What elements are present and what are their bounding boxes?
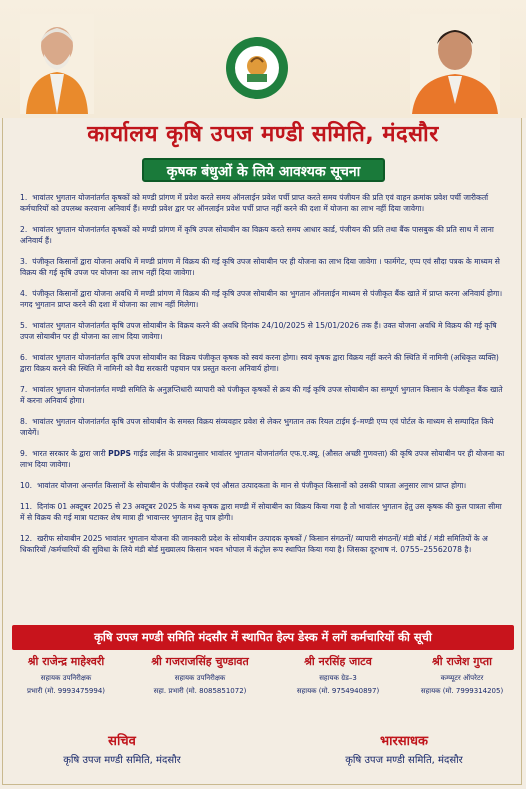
staff-role: सहायक उपनिरीक्षक [174, 674, 226, 682]
list-item: 6. भावांतर भुगतान योजनांतर्गत कृषि उपज सोयाबीन का विक्रय पंजीकृत कृषक को स्वयं करना होगा। स्वयं कृषक द्वारा विक्रय नहीं करने की स्थिति में नामिनी (अधिकृत व्यक्ति) द्वारा विक्रय करने की स्थिति में नामिनी को वैद्य सरकारी पहचान पत्र प्रस्तुत करना अनिवार्य होगा। [20, 353, 499, 374]
list-item: 12. खरीफ सोयाबीन 2025 भावांतर भुगतान योजना की जानकारी प्रदेश के सोयाबीन उत्पादक कृषकों / किसान संगठनों/ व्यापारी संगठनों/ मंडी बोर्ड / मंडी समितियों के अ धिकारियों /कर्मचारियों की सुविधा के लिये मंडी बोर्ड मुख्यालय किसान भवन भोपाल में कंट्रोल रूप स्थापित किया गया है। जिसका दूरभाष नं. 0755–25562078 है। [20, 533, 488, 554]
staff-name: श्री राजेन्द्र माहेश्वरी [27, 655, 105, 668]
list-item: 8. भावांतर भुगतान योजनांतर्गत कृषि उपज सोयाबीन के समस्त विक्रय संव्यवहार प्रवेश से लेकर भुगतान तक रियल टाईम ई–मण्डी एप्प एवं पोर्टल के माध्यम से सम्पादित किये जायेगें। [20, 417, 494, 438]
staff-phone: सहायक (मो. 7999314205) [420, 687, 504, 695]
signature-title: सचिव [108, 734, 136, 749]
office-title: कार्यालय कृषि उपज मण्डी समिति, मंदसौर [87, 122, 439, 147]
staff-role: सहायक उपनिरीक्षक [40, 674, 92, 682]
staff-card [402, 654, 522, 696]
notice-points-list [20, 192, 508, 565]
staff-role: कम्प्यूटर ऑपरेटर [440, 674, 484, 682]
staff-name: श्री नरसिंह जाटव [304, 655, 372, 668]
list-item: 5. भावांतर भुगतान योजनांतर्गत कृषि उपज सोयाबीन के विक्रय करने की अवधि दिनांक 24/10/2025 से 15/01/2026 तक हैं। उक्त योजना अवधि मे विक्रय की गई कृषि उपज सोयाबीन पर ही योजना का लाभ दिया जावेगा। [20, 321, 497, 342]
staff-card [132, 654, 268, 696]
mandi-board-emblem-icon [225, 36, 289, 100]
list-item: 9. भारत सरकार के द्वारा जारी PDPS गाईड लाईस के प्रावधानुसार भावांतर भुगतान योजनांतर्गत एफ.ए.क्यू. (औसत अच्छी गुणवत्ता) की कृषि उपज सोयाबीन पर ही योजना का लाभ दिया जावेगा। [20, 449, 505, 470]
person-portrait-icon [20, 14, 94, 114]
signature-secretary [22, 733, 222, 768]
notice-banner: कृषक बंधुओं के लिये आवश्यक सूचना [142, 158, 385, 182]
list-item: 3. पंजीकृत किसानों द्वारा योजना अवधि में मण्डी प्रांगण में विक्रय की गई कृषि उपज सोयाबीन पर ही योजना का लाभ दिया जावेगा । फार्मगेट, एप्प एवं सौदा पत्रक के माध्यम से विक्रय की गई कृषि उपज पर योजना का लाभ नहीं दिया जावेगा। [20, 257, 500, 278]
staff-role: सहायक ग्रेड–3 [319, 674, 357, 682]
list-item: 10. भावांतर योजना अन्तर्गत किसानों के सोयाबीन के पंजीकृत रकबे एवं औसत उत्पादकता के मान से पंजीकृत किसानों को उसकी पात्रता अनुसार लाभ प्राप्त होगा। [20, 481, 467, 490]
list-item: 4. पंजीकृत किसानों द्वारा योजना अवधि में मण्डी प्रांगण में विक्रय की गई कृषि उपज सोयाबीन का भुगतान ऑनलाईन माध्यम से पंजीकृत बैंक खाते में प्राप्त करना अनिवार्य होगा। नगद भुगतान प्राप्त करने की दशा में योजना का लाभ नहीं मिलेगा। [20, 289, 503, 310]
staff-name: श्री गजराजसिंह चुण्डावत [151, 655, 249, 668]
staff-card [6, 654, 126, 696]
staff-name: श्री राजेश गुप्ता [432, 655, 492, 668]
staff-phone: सहायक (मो. 9754940897) [296, 687, 380, 695]
signature-org: कृषि उपज मण्डी समिति, मंदसौर [345, 755, 463, 766]
helpdesk-banner: कृषि उपज मण्डी समिति मंदसौर में स्थापित हेल्प डेस्क में लगें कर्मचारियों की सूची [12, 625, 514, 650]
signature-incharge [304, 733, 504, 768]
list-item: 11. दिनांक 01 अक्टूबर 2025 से 23 अक्टूबर 2025 के मध्य कृषक द्वारा मण्डी में सोयाबीन का विक्रय किया गया है तो भावांतर भुगतान हेतु उस कृषक की कुल पात्रता सीमा में से विक्रय की गई मात्रा घटाकर शेष मात्रा ही भावान्तर भुगतान हेतु पात्र होगी। [20, 501, 502, 522]
list-item: 1. भावांतर भुगतान योजनांतर्गत कृषकों को मण्डी प्रांगण में प्रवेश करते समय ऑनलाईन प्रवेश पर्ची प्राप्त करते समय पंजीयन की प्रति एवं वाहन क्रमांक प्रवेश पर्ची जारीकर्ता कर्मचारियों को उपलब्ध करवाना अनिवार्य हैं। मण्डी प्रवेश द्वार पर ऑनलाईन प्रवेश पर्ची प्राप्त नहीं करने की दशा में योजना का लाभ नहीं दिया जावेगा। [20, 193, 489, 214]
staff-card [278, 654, 398, 696]
staff-phone: प्रभारी (मो. 9993475994) [26, 687, 106, 695]
list-item: 7. भावांतर भुगतान योजनांतर्गत मण्डी समिति के अनुज्ञप्तिधारी व्यापारी को पंजीकृत कृषकों से क्रय की गई कृषि उपज सोयाबीन का सम्पूर्ण भुगतान किसान के पंजीकृत बैंक खाते में करना अनिवार्य होगा। [20, 385, 503, 406]
list-item: 2. भावांतर भुगतान योजनांतर्गत कृषकों को मण्डी प्रांगण में कृषि उपज सोयाबीन का विक्रय करते समय आधार कार्ड, पंजीयन की प्रति तथा बैंक पासबुक की प्रति साथ में लाना अनिवार्य हैं। [20, 225, 494, 246]
staff-phone: सहा. प्रभारी (मो. 8085851072) [153, 687, 247, 695]
signature-org: कृषि उपज मण्डी समिति, मंदसौर [63, 755, 181, 766]
signature-title: भारसाधक [380, 734, 428, 749]
person-portrait-icon [410, 14, 500, 114]
